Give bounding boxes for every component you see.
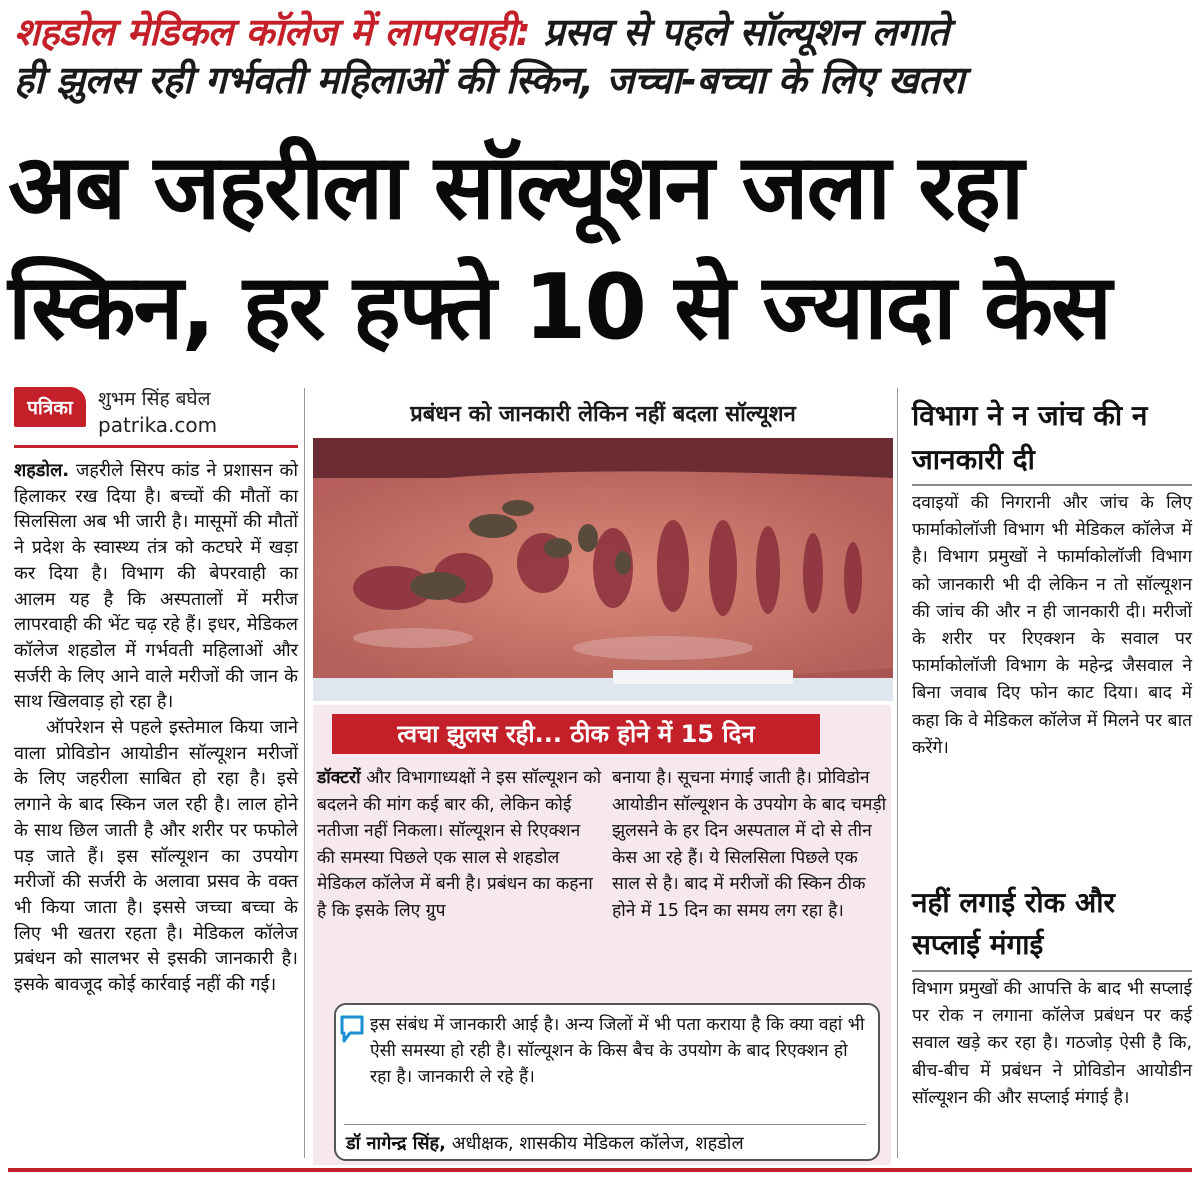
left-column xyxy=(14,458,298,998)
middle-column-a-text: और विभागाध्यक्षों ने इस सॉल्यूशन को बदलने की मांग कई बार की, लेकिन कोई नतीजा नहीं निकला। सॉल्यूशन से रिएक्शन की समस्या पिछले एक साल से शहडोल मेडिकल कॉलेज में बनी है। प्रबंधन का कहना है कि इसके लिए ग्रुप xyxy=(317,768,602,921)
byline-rule xyxy=(14,445,298,448)
right-heading-2: नहीं लगाई रोक और सप्लाई मंगाई xyxy=(912,886,1115,961)
main-headline xyxy=(8,128,1193,368)
kicker-headline xyxy=(14,8,1190,104)
quote-attribution xyxy=(346,1131,866,1155)
left-para-1 xyxy=(14,458,298,715)
burn-illustration xyxy=(313,438,893,701)
middle-column-a xyxy=(317,765,603,924)
quote-separator xyxy=(344,1124,866,1125)
left-para-2: ऑपरेशन से पहले इस्तेमाल किया जाने वाला प्रोविडोन आयोडीन सॉल्यूशन मरीजों के लिए जहरीला साबित हो रहा है। इसे लगाने के बाद स्किन जल रही है। लाल होने के साथ छिल जाती है और शरीर पर फफोले पड़ जाते हैं। इस सॉल्यूशन का उपयोग मरीजों की सर्जरी के अलावा प्रसव के वक्त भी किया जाता है। इससे जच्चा बच्चा के लिए भी खतरा रहता है। मेडिकल कॉलेज प्रबंधन को सालभर से इसकी जानकारी है। इसके बावजूद कोई कार्रवाई नहीं की गई। xyxy=(14,717,298,996)
kicker-black-2: ही झुलस रही गर्भवती महिलाओं की स्किन, जच्चा-बच्चा के लिए खतरा xyxy=(14,58,965,102)
column-divider-1 xyxy=(304,388,305,1158)
dateline: शहडोल. xyxy=(14,460,70,481)
subheading-bar: त्वचा झुलस रही... ठीक होने में 15 दिन xyxy=(332,714,820,754)
skin-burn-photo xyxy=(313,438,893,701)
kicker-red: शहडोल मेडिकल कॉलेज में लापरवाही: xyxy=(14,10,531,54)
middle-column-b: बनाया है। सूचना मंगाई जाती है। प्रोविडोन आयोडीन सॉल्यूशन के उपयोग के बाद चमड़ी झुलसने के हर दिन अस्पताल में दो से तीन केस आ रहे हैं। ये सिलसिला पिछले एक साल से है। बाद में मरीजों की स्किन ठीक होने में 15 दिन का समय लग रहा है। xyxy=(612,768,887,921)
kicker-black-1: प्रसव से पहले सॉल्यूशन लगाते xyxy=(543,10,949,54)
column-divider-2 xyxy=(897,388,898,1158)
left-para-1-text: जहरीले सिरप कांड ने प्रशासन को हिलाकर रख दिया है। बच्चों की मौतों का सिलसिला अब भी जारी है। मासूमों की मौतों ने प्रदेश के स्वास्थ्य तंत्र को कटघरे में खड़ा कर दिया है। विभाग की बेपरवाही का आलम यह है कि अस्पतालों में मरीज लापरवाही की भेंट चढ़ रहे हैं। इधर, मेडिकल कॉलेज शहडोल में गर्भवती महिलाओं और सर्जरी के लिए आने वाले मरीजों की जान के साथ खिलवाड़ हो रहा है। xyxy=(14,460,298,713)
quote-text: इस संबंध में जानकारी आई है। अन्य जिलों में भी पता कराया है कि क्या वहां भी ऐसी समस्या हो रही है। सॉल्यूशन के किस बैच के उपयोग के बाद रिएक्शन हो रहा है। जानकारी ले रहे हैं। xyxy=(370,1015,865,1087)
byline xyxy=(14,385,294,440)
right-para-1: दवाइयों की निगरानी और जांच के लिए फार्माकोलॉजी विभाग भी मेडिकल कॉलेज में है। विभाग प्रमुखों ने फार्माकोलॉजी विभाग को जानकारी भी दी लेकिन न तो सॉल्यूशन की जांच की और न ही जानकारी दी। मरीजों के शरीर पर रिएक्शन के सवाल पर फार्माकोलॉजी विभाग के महेन्द्र जैसवाल ने बिना जवाब दिए फोन काट दिया। बाद में कहा कि वे मेडिकल कॉलेज में मिलने पर बात करेंगे। xyxy=(912,493,1192,758)
speech-bubble-icon xyxy=(340,1015,364,1043)
bottom-rule xyxy=(8,1168,1192,1172)
author-name: शुभम सिंह बघेल xyxy=(98,388,211,410)
right-heading-1: विभाग ने न जांच की न जानकारी दी xyxy=(912,399,1148,476)
right-rule-1 xyxy=(912,484,1192,486)
headline-line-2: स्किन, हर हफ्ते 10 से ज्यादा केस xyxy=(8,255,1110,360)
headline-line-1: अब जहरीला सॉल्यूशन जला रहा xyxy=(8,135,1023,240)
site-url[interactable]: patrika.com xyxy=(98,413,218,437)
middle-lead: डॉक्टरों xyxy=(317,768,361,788)
quote-role: अधीक्षक, शासकीय मेडिकल कॉलेज, शहडोल xyxy=(451,1133,744,1154)
right-para-2: विभाग प्रमुखों की आपत्ति के बाद भी सप्लाई पर रोक न लगाना कॉलेज प्रबंधन पर कई सवाल खड़े कर रहा है। गठजोड़ ऐसी है कि, बीच-बीच में प्रबंधन ने प्रोविडोन आयोडीन सॉल्यूशन की और सप्लाई मंगाई है। xyxy=(912,979,1192,1108)
photo-caption: प्रबंधन को जानकारी लेकिन नहीं बदला सॉल्यूशन xyxy=(410,402,796,427)
quote-name: डॉ नागेन्द्र सिंह, xyxy=(346,1133,446,1154)
right-rule-2 xyxy=(912,970,1192,972)
patrika-logo: पत्रिका xyxy=(14,387,86,427)
